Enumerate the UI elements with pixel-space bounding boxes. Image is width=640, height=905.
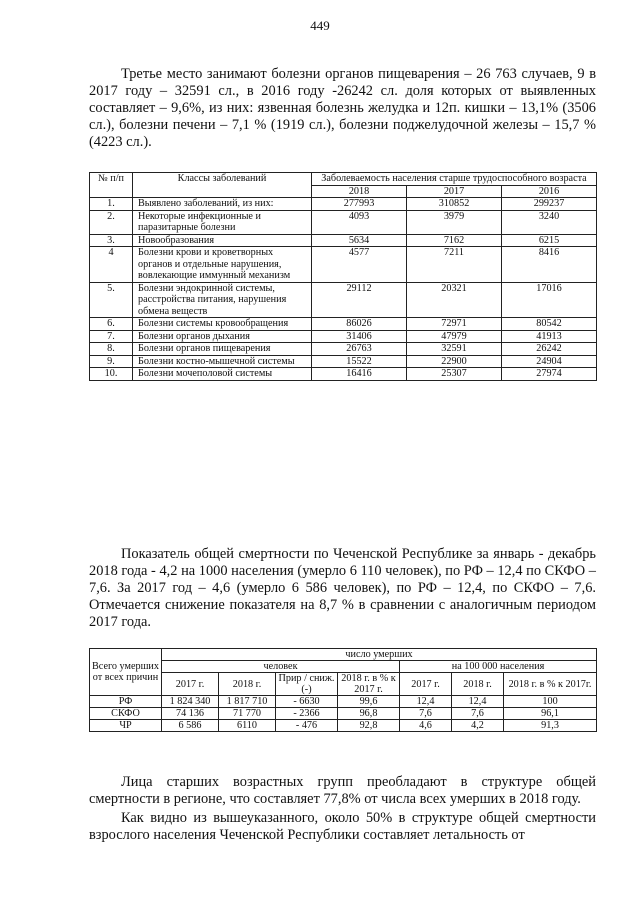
paragraph-digestive — [89, 66, 596, 151]
cell-value: 299237 — [502, 198, 597, 211]
cell-value: - 2366 — [276, 708, 338, 720]
row-number: 6. — [90, 318, 133, 331]
cell-value: 91,3 — [504, 720, 597, 732]
region-name: ЧР — [90, 720, 162, 732]
mortality-table — [89, 648, 597, 732]
cell-value: 6 586 — [162, 720, 219, 732]
header-total-deaths: Всего умерших от всех причин — [90, 649, 162, 696]
cell-value: 12,4 — [400, 696, 452, 708]
cell-value: 12,4 — [452, 696, 504, 708]
cell-value: - 6630 — [276, 696, 338, 708]
row-number: 1. — [90, 198, 133, 211]
cell-value: 25307 — [407, 368, 502, 381]
cell-value: 7,6 — [452, 708, 504, 720]
cell-value: 100 — [504, 696, 597, 708]
paragraph-age-groups-text: Лица старших возрастных групп преобладают в структуре общей смертности в регионе, что составляет 77,8% от числа всех умерших в 2018 году. — [89, 774, 596, 807]
disease-class: Новообразования — [133, 234, 312, 247]
cell-value: 1 824 340 — [162, 696, 219, 708]
header-people: человек — [162, 661, 400, 673]
row-number: 8. — [90, 343, 133, 356]
cell-value: - 476 — [276, 720, 338, 732]
header-morbidity-group: Заболеваемость населения старше трудоспособного возраста — [312, 173, 597, 186]
disease-class: Болезни системы кровообращения — [133, 318, 312, 331]
cell-value: 310852 — [407, 198, 502, 211]
table-row — [90, 368, 597, 381]
cell-value: 74 136 — [162, 708, 219, 720]
paragraph-mortality — [89, 546, 596, 631]
cell-value: 7162 — [407, 234, 502, 247]
header-year: 2018 — [312, 185, 407, 198]
table-row — [90, 198, 597, 211]
region-name: СКФО — [90, 708, 162, 720]
disease-class: Выявлено заболеваний, из них: — [133, 198, 312, 211]
disease-class: Болезни крови и кроветворных органов и отдельные нарушения, вовлекающие иммунный механизм — [133, 247, 312, 283]
cell-value: 4577 — [312, 247, 407, 283]
table-row — [90, 355, 597, 368]
page-number: 449 — [310, 18, 330, 33]
header-deaths-group: число умерших — [162, 649, 597, 661]
cell-value: 27974 — [502, 368, 597, 381]
header-year: 2016 — [502, 185, 597, 198]
row-number: 3. — [90, 234, 133, 247]
disease-class: Болезни костно-мышечной системы — [133, 355, 312, 368]
row-number: 4 — [90, 247, 133, 283]
cell-value: 7,6 — [400, 708, 452, 720]
cell-value: 7211 — [407, 247, 502, 283]
disease-class: Болезни мочеполовой системы — [133, 368, 312, 381]
cell-value: 32591 — [407, 343, 502, 356]
cell-value: 4,6 — [400, 720, 452, 732]
cell-value: 8416 — [502, 247, 597, 283]
cell-value: 15522 — [312, 355, 407, 368]
cell-value: 4,2 — [452, 720, 504, 732]
cell-value: 96,8 — [338, 708, 400, 720]
row-number: 9. — [90, 355, 133, 368]
table-row — [90, 696, 597, 708]
cell-value: 16416 — [312, 368, 407, 381]
table-row — [90, 210, 597, 234]
row-number: 5. — [90, 282, 133, 318]
cell-value: 72971 — [407, 318, 502, 331]
cell-value: 86026 — [312, 318, 407, 331]
cell-value: 22900 — [407, 355, 502, 368]
cell-value: 6215 — [502, 234, 597, 247]
paragraph-conclusion-text: Как видно из вышеуказанного, около 50% в структуре общей смертности взрослого населения Чеченской Республики составляет летальность от — [89, 810, 596, 843]
cell-value: 17016 — [502, 282, 597, 318]
cell-value: 31406 — [312, 330, 407, 343]
cell-value: 1 817 710 — [219, 696, 276, 708]
paragraph-digestive-text: Третье место занимают болезни органов пищеварения – 26 763 случаев, 9 в 2017 году – 32591 сл., в 2016 году -26242 сл. доля которых от выявленных составляет – 9,6%, из них: язвенная болезнь желудка и 12п. кишки – 13,1% (3506 сл.), болезни печени – 7,1 % (1919 сл.), болезни поджелудочной железы – 15,7 % (4223 сл.). — [89, 66, 596, 150]
header-col: Прир / сниж. (-) — [276, 673, 338, 696]
cell-value: 277993 — [312, 198, 407, 211]
cell-value: 99,6 — [338, 696, 400, 708]
cell-value: 3979 — [407, 210, 502, 234]
cell-value: 26763 — [312, 343, 407, 356]
cell-value: 20321 — [407, 282, 502, 318]
header-year: 2017 — [407, 185, 502, 198]
header-disease-class: Классы заболеваний — [133, 173, 312, 198]
disease-class: Болезни органов пищеварения — [133, 343, 312, 356]
cell-value: 6110 — [219, 720, 276, 732]
cell-value: 71 770 — [219, 708, 276, 720]
cell-value: 5634 — [312, 234, 407, 247]
header-col: 2017 г. — [400, 673, 452, 696]
table-row — [90, 343, 597, 356]
paragraph-mortality-text: Показатель общей смертности по Чеченской Республике за январь - декабрь 2018 года - 4,2 на 1000 населения (умерло 6 110 человек), по РФ – 12,4 по СКФО – 7,6. За 2017 год – 4,6 (умерло 6 586 человек), по РФ – 12,4, по СКФО – 7,6. Отмечается снижение показателя на 8,7 % в сравнении с аналогичным периодом 2017 года. — [89, 546, 596, 630]
cell-value: 47979 — [407, 330, 502, 343]
cell-value: 96,1 — [504, 708, 597, 720]
cell-value: 92,8 — [338, 720, 400, 732]
header-col: 2018 г. — [452, 673, 504, 696]
table-row — [90, 247, 597, 283]
paragraph-age-groups — [89, 774, 596, 808]
table-row — [90, 720, 597, 732]
disease-class: Болезни органов дыхания — [133, 330, 312, 343]
cell-value: 4093 — [312, 210, 407, 234]
header-col: 2018 г. — [219, 673, 276, 696]
header-number: № п/п — [90, 173, 133, 198]
table-row — [90, 234, 597, 247]
table-row — [90, 282, 597, 318]
morbidity-table — [89, 172, 597, 381]
cell-value: 3240 — [502, 210, 597, 234]
header-col: 2018 г. в % к 2017г. — [504, 673, 597, 696]
table-row — [90, 330, 597, 343]
row-number: 7. — [90, 330, 133, 343]
disease-class: Некоторые инфекционные и паразитарные болезни — [133, 210, 312, 234]
cell-value: 29112 — [312, 282, 407, 318]
header-col: 2017 г. — [162, 673, 219, 696]
region-name: РФ — [90, 696, 162, 708]
row-number: 10. — [90, 368, 133, 381]
cell-value: 24904 — [502, 355, 597, 368]
cell-value: 26242 — [502, 343, 597, 356]
header-per-100k: на 100 000 населения — [400, 661, 597, 673]
cell-value: 41913 — [502, 330, 597, 343]
disease-class: Болезни эндокринной системы, расстройства питания, нарушения обмена веществ — [133, 282, 312, 318]
table-row — [90, 318, 597, 331]
row-number: 2. — [90, 210, 133, 234]
header-col: 2018 г. в % к 2017 г. — [338, 673, 400, 696]
table-row — [90, 708, 597, 720]
cell-value: 80542 — [502, 318, 597, 331]
paragraph-conclusion — [89, 810, 596, 844]
